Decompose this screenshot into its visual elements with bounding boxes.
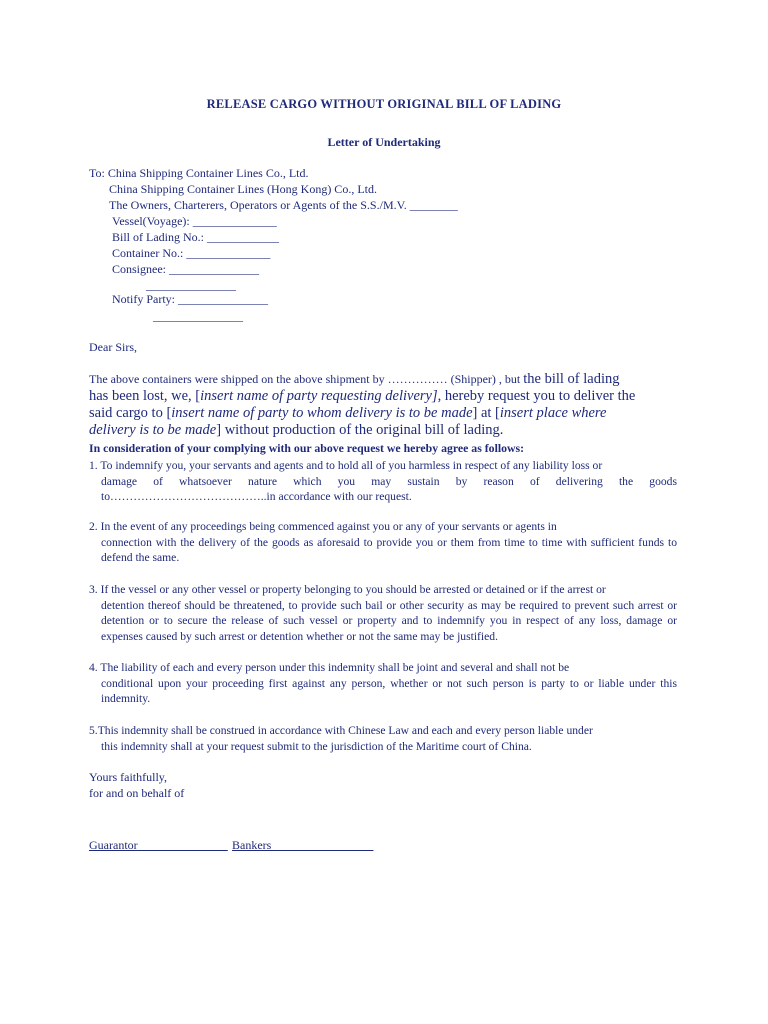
intro-line-3	[89, 406, 606, 420]
intro-line-4a: delivery is to be made	[89, 422, 217, 438]
clause-3-first-line: 3. If the vessel or any other vessel or property belonging to you should be arrested or detained or if the arrest or	[89, 583, 606, 596]
addressee-line-3: The Owners, Charterers, Operators or Agents of the S.S./M.V. ________	[109, 198, 458, 212]
intro-part-2: the bill of lading	[523, 371, 620, 387]
clause-4-first-line: 4. The liability of each and every person under this indemnity shall be joint and several and shall not be	[89, 661, 570, 674]
closing-yours-faithfully: Yours faithfully,	[89, 770, 168, 784]
intro-line-3c: ] at [	[472, 405, 500, 421]
intro-line-2b: insert name of party requesting delivery],	[200, 388, 442, 404]
notify-party-field: Notify Party: _______________	[112, 292, 268, 306]
bill-of-lading-field: Bill of Lading No.: ____________	[112, 230, 279, 244]
intro-part-1: The above containers were shipped on the above shipment by …………… (Shipper) , but	[89, 372, 524, 386]
consideration-heading: In consideration of your complying with our above request we hereby agree as follows:	[89, 441, 525, 455]
clause-1-first-line: 1. To indemnify you, your servants and agents and to hold all of you harmless in respect of any liability loss or	[89, 459, 603, 472]
clause-4	[89, 660, 677, 707]
consignee-field: Consignee: _______________	[112, 262, 259, 276]
bankers-signature: Bankers_________________	[232, 838, 374, 852]
intro-line-3a: said cargo to [	[89, 405, 172, 421]
consignee-extra-blank: _______________	[146, 278, 236, 292]
addressee-to-line: To: China Shipping Container Lines Co., Ltd.	[89, 166, 309, 180]
intro-line-1	[89, 372, 619, 386]
intro-line-3d: insert place where	[499, 405, 607, 421]
salutation: Dear Sirs,	[89, 340, 137, 354]
clause-5-first-line: 5.This indemnity shall be construed in accordance with Chinese Law and each and every person liable under	[89, 724, 593, 737]
clause-1	[89, 458, 677, 505]
clause-3-continuation: detention thereof should be threatened, to provide such bail or other security as may be required to prevent such arrest or detention or to secure the release of such vessel or property and to indemnify you in respect of any loss, damage or expenses caused by such arrest or detention whether or not the same may be justified.	[101, 598, 677, 644]
clause-1-continuation: damage of whatsoever nature which you may sustain by reason of delivering the goods to…………………………………..in accordance with our request.	[101, 474, 677, 504]
clause-2	[89, 519, 677, 566]
notify-party-extra-blank: _______________	[153, 309, 243, 323]
intro-line-2c: hereby request you to deliver the	[441, 388, 636, 404]
clause-5-continuation: this indemnity shall at your request submit to the jurisdiction of the Maritime court of China.	[101, 739, 532, 753]
container-field: Container No.: ______________	[112, 246, 271, 260]
closing-on-behalf: for and on behalf of	[89, 786, 185, 800]
clause-4-continuation: conditional upon your proceeding first against any person, whether or not such person is party to or liable under this indemnity.	[101, 676, 677, 706]
clause-5	[89, 723, 677, 754]
clause-2-first-line: 2. In the event of any proceedings being commenced against you or any of your servants or agents in	[89, 520, 557, 533]
document-title: RELEASE CARGO WITHOUT ORIGINAL BILL OF LADING	[206, 97, 562, 111]
document-subtitle: Letter of Undertaking	[327, 135, 441, 149]
intro-line-4	[89, 423, 503, 437]
addressee-line-2: China Shipping Container Lines (Hong Kong) Co., Ltd.	[109, 182, 377, 196]
clause-3	[89, 582, 677, 645]
intro-line-2a: has been lost, we, [	[89, 388, 201, 404]
intro-line-3b: insert name of party to whom delivery is to be made	[171, 405, 473, 421]
intro-line-2	[89, 389, 635, 403]
vessel-field: Vessel(Voyage): ______________	[112, 214, 277, 228]
guarantor-signature: Guarantor_______________	[89, 838, 228, 852]
clause-2-continuation: connection with the delivery of the goods as aforesaid to provide you or them from time to time with sufficient funds to defend the same.	[101, 535, 677, 565]
intro-line-4b: ] without production of the original bill of lading.	[216, 422, 504, 438]
